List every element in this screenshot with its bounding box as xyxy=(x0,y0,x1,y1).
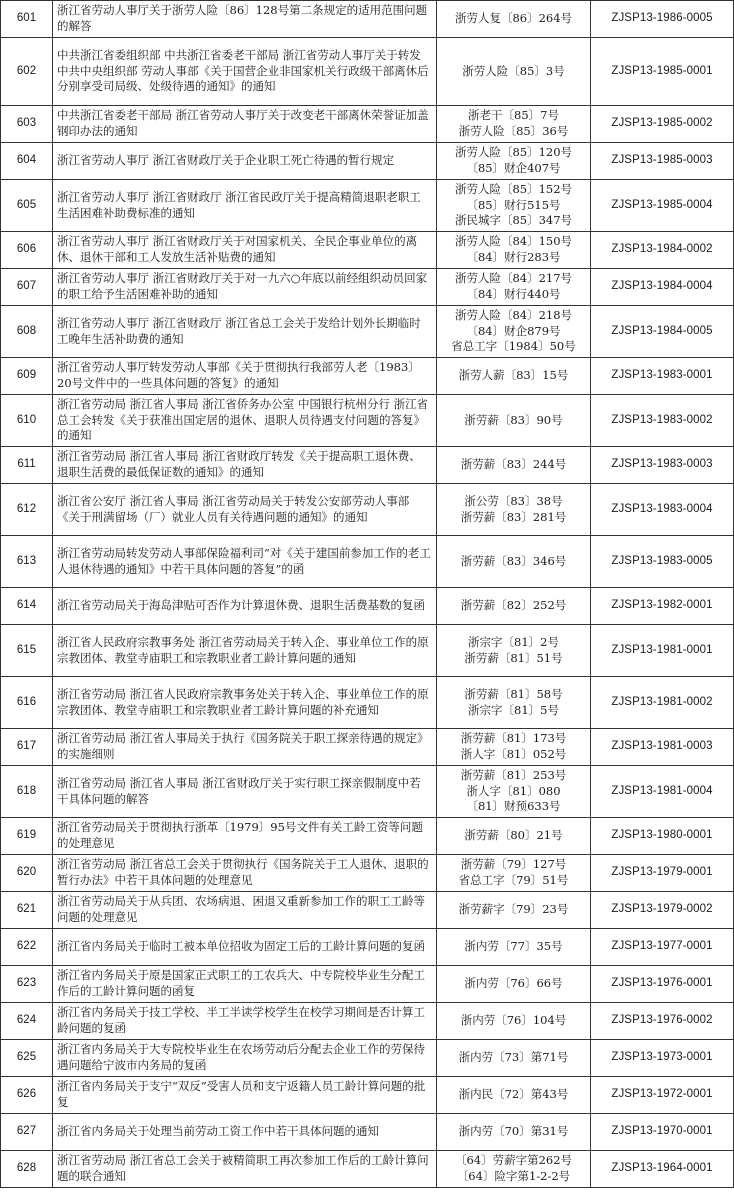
table-row xyxy=(1,1,734,38)
table-row xyxy=(1,232,734,269)
row-number: 616 xyxy=(1,677,53,729)
document-title: 浙江省内务局关于支宁“双反”受害人员和支宁返籍人员工龄计算问题的批复 xyxy=(53,1077,437,1114)
document-number: 浙劳人险〔84〕150号 〔84〕财行283号 xyxy=(437,232,591,269)
document-title: 浙江省劳动局关于从兵团、农场病退、困退又重新参加工作的职工工龄等问题的处理意见 xyxy=(53,892,437,929)
row-number: 626 xyxy=(1,1077,53,1114)
table-row xyxy=(1,447,734,484)
archive-code: ZJSP13-1985-0001 xyxy=(591,38,734,106)
row-number: 622 xyxy=(1,929,53,966)
row-number: 615 xyxy=(1,625,53,677)
document-number: 浙劳人薪〔83〕15号 xyxy=(437,358,591,395)
archive-code: ZJSP13-1983-0002 xyxy=(591,395,734,447)
document-number: 浙内劳〔77〕35号 xyxy=(437,929,591,966)
archive-code: ZJSP13-1985-0002 xyxy=(591,106,734,143)
row-number: 605 xyxy=(1,180,53,232)
row-number: 606 xyxy=(1,232,53,269)
row-number: 610 xyxy=(1,395,53,447)
archive-code: ZJSP13-1983-0003 xyxy=(591,447,734,484)
table-row xyxy=(1,966,734,1003)
document-number: 〔64〕劳薪字第262号 〔64〕险字第1-2-2号 xyxy=(437,1151,591,1188)
table-row xyxy=(1,677,734,729)
archive-code: ZJSP13-1982-0001 xyxy=(591,588,734,625)
table-row xyxy=(1,1040,734,1077)
document-title: 浙江省内务局关于处理当前劳动工资工作中若干具体问题的通知 xyxy=(53,1114,437,1151)
document-number: 浙劳薪〔80〕21号 xyxy=(437,818,591,855)
document-number: 浙劳薪〔83〕90号 xyxy=(437,395,591,447)
row-number: 628 xyxy=(1,1151,53,1188)
document-title: 浙江省劳动局 浙江省人事局关于执行《国务院关于职工探亲待遇的规定》的实施细则 xyxy=(53,729,437,766)
table-body xyxy=(1,1,734,1188)
document-number: 浙内劳〔76〕66号 xyxy=(437,966,591,1003)
table-row xyxy=(1,143,734,180)
table-row xyxy=(1,38,734,106)
document-number: 浙劳薪字〔79〕23号 xyxy=(437,892,591,929)
document-number: 浙劳薪〔81〕173号 浙人字〔81〕052号 xyxy=(437,729,591,766)
row-number: 617 xyxy=(1,729,53,766)
archive-code: ZJSP13-1980-0001 xyxy=(591,818,734,855)
document-title: 浙江省劳动局关于贯彻执行浙革〔1979〕95号文件有关工龄工资等问题的处理意见 xyxy=(53,818,437,855)
document-title: 浙江省劳动局 浙江省人事局 浙江省侨务办公室 中国银行杭州分行 浙江省总工会转发《关于获准出国定居的退休、退职人员待遇支付问题的答复》的通知 xyxy=(53,395,437,447)
table-row xyxy=(1,106,734,143)
document-title: 浙江省人民政府宗教事务处 浙江省劳动局关于转入企、事业单位工作的原宗教团体、教堂寺庙职工和宗教职业者工龄计算问题的通知 xyxy=(53,625,437,677)
document-number: 浙劳薪〔81〕58号 浙宗字〔81〕5号 xyxy=(437,677,591,729)
document-title: 浙江省内务局关于大专院校毕业生在农场劳动后分配去企业工作的劳保待遇问题给宁波市内务局的复函 xyxy=(53,1040,437,1077)
table-row xyxy=(1,625,734,677)
document-title: 浙江省劳动人事厅 浙江省财政厅关于企业职工死亡待遇的暂行规定 xyxy=(53,143,437,180)
row-number: 614 xyxy=(1,588,53,625)
document-number: 浙内劳〔70〕第31号 xyxy=(437,1114,591,1151)
archive-code: ZJSP13-1981-0001 xyxy=(591,625,734,677)
document-number: 浙内劳〔76〕104号 xyxy=(437,1003,591,1040)
archive-code: ZJSP13-1985-0004 xyxy=(591,180,734,232)
archive-code: ZJSP13-1984-0004 xyxy=(591,269,734,306)
row-number: 611 xyxy=(1,447,53,484)
archive-code: ZJSP13-1981-0004 xyxy=(591,766,734,818)
document-title: 浙江省劳动人事厅 浙江省财政厅关于对国家机关、全民企事业单位的离休、退休干部和工人发放生活补贴费的通知 xyxy=(53,232,437,269)
table-row xyxy=(1,536,734,588)
row-number: 603 xyxy=(1,106,53,143)
table-row xyxy=(1,1151,734,1188)
archive-code: ZJSP13-1983-0004 xyxy=(591,484,734,536)
row-number: 618 xyxy=(1,766,53,818)
row-number: 624 xyxy=(1,1003,53,1040)
document-number: 浙劳人险〔85〕152号 〔85〕财行515号 浙民城字〔85〕347号 xyxy=(437,180,591,232)
archive-code: ZJSP13-1983-0005 xyxy=(591,536,734,588)
table-row xyxy=(1,588,734,625)
document-title: 中共浙江省委老干部局 浙江省劳动人事厅关于改变老干部离休荣誉证加盖钢印办法的通知 xyxy=(53,106,437,143)
document-number: 浙内民〔72〕第43号 xyxy=(437,1077,591,1114)
document-title: 浙江省劳动人事厅关于浙劳人险〔86〕128号第二条规定的适用范围问题的解答 xyxy=(53,1,437,38)
archive-code: ZJSP13-1979-0001 xyxy=(591,855,734,892)
document-title: 浙江省内务局关于临时工被本单位招收为固定工后的工龄计算问题的复函 xyxy=(53,929,437,966)
document-title: 中共浙江省委组织部 中共浙江省委老干部局 浙江省劳动人事厅关于转发中共中央组织部 劳动人事部《关于国营企业非国家机关行政级干部离休后分别享受司局级、处级待遇的通知》的通知 xyxy=(53,38,437,106)
table-row xyxy=(1,855,734,892)
table-row xyxy=(1,929,734,966)
archive-code: ZJSP13-1984-0002 xyxy=(591,232,734,269)
table-row xyxy=(1,729,734,766)
document-number: 浙公劳〔83〕38号 浙劳薪〔83〕281号 xyxy=(437,484,591,536)
document-number: 浙内劳〔73〕第71号 xyxy=(437,1040,591,1077)
document-title: 浙江省劳动人事厅 浙江省财政厅 浙江省民政厅关于提高精简退职老职工生活困难补助费标准的通知 xyxy=(53,180,437,232)
document-number: 浙劳人险〔84〕218号 〔84〕财企879号 省总工字〔1984〕50号 xyxy=(437,306,591,358)
table-row xyxy=(1,766,734,818)
archive-code: ZJSP13-1977-0001 xyxy=(591,929,734,966)
document-number: 浙劳薪〔83〕346号 xyxy=(437,536,591,588)
table-row xyxy=(1,180,734,232)
document-title: 浙江省内务局关于技工学校、半工半读学校学生在校学习期间是否计算工龄问题的复函 xyxy=(53,1003,437,1040)
document-number: 浙劳人险〔85〕3号 xyxy=(437,38,591,106)
document-title: 浙江省劳动局 浙江省人事局 浙江省财政厅关于实行职工探亲假制度中若干具体问题的解答 xyxy=(53,766,437,818)
archive-code: ZJSP13-1983-0001 xyxy=(591,358,734,395)
document-title: 浙江省劳动局 浙江省总工会关于贯彻执行《国务院关于工人退休、退职的暂行办法》中若干具体问题的处理意见 xyxy=(53,855,437,892)
table-row xyxy=(1,892,734,929)
document-title: 浙江省劳动局 浙江省人事局 浙江省财政厅转发《关于提高职工退休费、退职生活费的最低保证数的通知》的通知 xyxy=(53,447,437,484)
document-number: 浙劳人险〔84〕217号 〔84〕财行440号 xyxy=(437,269,591,306)
table-row xyxy=(1,395,734,447)
document-number: 浙老干〔85〕7号 浙劳人险〔85〕36号 xyxy=(437,106,591,143)
row-number: 604 xyxy=(1,143,53,180)
archive-code: ZJSP13-1976-0002 xyxy=(591,1003,734,1040)
row-number: 627 xyxy=(1,1114,53,1151)
row-number: 623 xyxy=(1,966,53,1003)
row-number: 619 xyxy=(1,818,53,855)
table-row xyxy=(1,1003,734,1040)
table-row xyxy=(1,484,734,536)
archive-code: ZJSP13-1984-0005 xyxy=(591,306,734,358)
table-row xyxy=(1,818,734,855)
document-number: 浙劳薪〔83〕244号 xyxy=(437,447,591,484)
table-row xyxy=(1,1114,734,1151)
row-number: 607 xyxy=(1,269,53,306)
document-number: 浙劳人复〔86〕264号 xyxy=(437,1,591,38)
archive-code: ZJSP13-1981-0003 xyxy=(591,729,734,766)
archive-code: ZJSP13-1986-0005 xyxy=(591,1,734,38)
document-title: 浙江省劳动局 浙江省人民政府宗教事务处关于转入企、事业单位工作的原宗教团体、教堂寺庙职工和宗教职业者工龄计算问题的补充通知 xyxy=(53,677,437,729)
archive-code: ZJSP13-1976-0001 xyxy=(591,966,734,1003)
archive-code: ZJSP13-1964-0001 xyxy=(591,1151,734,1188)
row-number: 602 xyxy=(1,38,53,106)
document-number: 浙劳薪〔82〕252号 xyxy=(437,588,591,625)
table-row xyxy=(1,358,734,395)
row-number: 613 xyxy=(1,536,53,588)
document-number: 浙劳人险〔85〕120号 〔85〕财企407号 xyxy=(437,143,591,180)
archive-code: ZJSP13-1981-0002 xyxy=(591,677,734,729)
row-number: 612 xyxy=(1,484,53,536)
document-title: 浙江省内务局关于原是国家正式职工的工农兵大、中专院校毕业生分配工作后的工龄计算问题的函复 xyxy=(53,966,437,1003)
table-row xyxy=(1,269,734,306)
table-row xyxy=(1,306,734,358)
document-title: 浙江省劳动人事厅 浙江省财政厅 浙江省总工会关于发给计划外长期临时工晚年生活补助费的通知 xyxy=(53,306,437,358)
archive-code: ZJSP13-1970-0001 xyxy=(591,1114,734,1151)
document-number: 浙宗字〔81〕2号 浙劳薪〔81〕51号 xyxy=(437,625,591,677)
archive-code: ZJSP13-1985-0003 xyxy=(591,143,734,180)
document-title: 浙江省劳动局转发劳动人事部保险福利司“对《关于建国前参加工作的老工人退休待遇的通知》中若干具体问题的答复”的函 xyxy=(53,536,437,588)
row-number: 621 xyxy=(1,892,53,929)
row-number: 601 xyxy=(1,1,53,38)
archive-code: ZJSP13-1979-0002 xyxy=(591,892,734,929)
archive-code: ZJSP13-1972-0001 xyxy=(591,1077,734,1114)
document-title: 浙江省劳动局关于海岛津贴可否作为计算退休费、退职生活费基数的复函 xyxy=(53,588,437,625)
document-number: 浙劳薪〔79〕127号 省总工字〔79〕51号 xyxy=(437,855,591,892)
document-number: 浙劳薪〔81〕253号 浙人字〔81〕080 〔81〕财预633号 xyxy=(437,766,591,818)
document-title: 浙江省劳动局 浙江省总工会关于被精简职工再次参加工作后的工龄计算问题的联合通知 xyxy=(53,1151,437,1188)
row-number: 620 xyxy=(1,855,53,892)
archive-code: ZJSP13-1973-0001 xyxy=(591,1040,734,1077)
row-number: 625 xyxy=(1,1040,53,1077)
table-row xyxy=(1,1077,734,1114)
document-title: 浙江省公安厅 浙江省人事局 浙江省劳动局关于转发公安部劳动人事部《关于刑满留场（厂）就业人员有关待遇问题的通知》的通知 xyxy=(53,484,437,536)
document-title: 浙江省劳动人事厅 浙江省财政厅关于对一九六○年底以前经组织动员回家的职工给予生活困难补助的通知 xyxy=(53,269,437,306)
row-number: 608 xyxy=(1,306,53,358)
row-number: 609 xyxy=(1,358,53,395)
document-title: 浙江省劳动人事厅转发劳动人事部《关于贯彻执行我部劳人老〔1983〕20号文件中的一些具体问题的答复》的通知 xyxy=(53,358,437,395)
